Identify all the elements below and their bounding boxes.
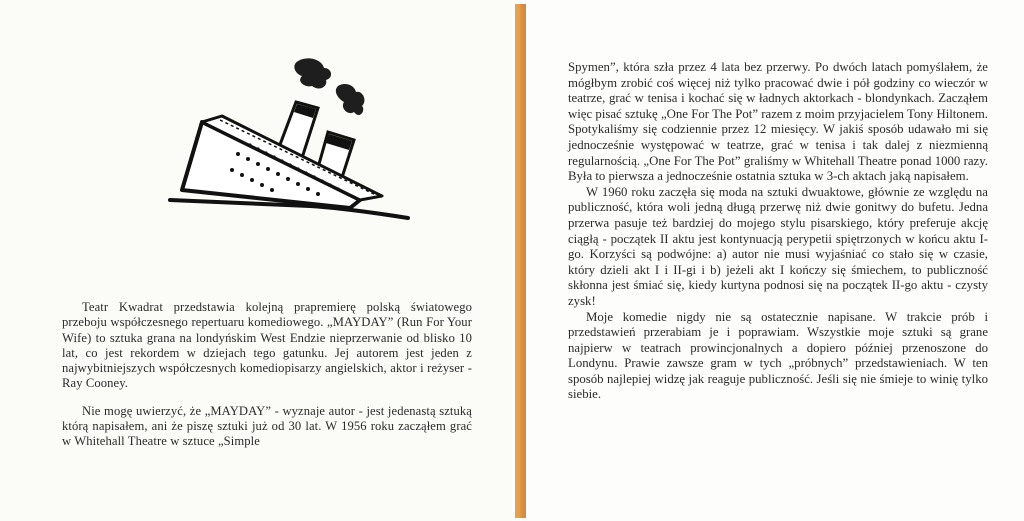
right-paragraph-2: W 1960 roku zaczęła się moda na sztuki dwuaktowe, głównie ze względu na publiczność, która woli jedną długą przerwę niż dwie gonitwy do bufetu. Jedna przerwa pasuje też bardziej do mojego stylu pisarskiego, który preferuje akcję ciągłą - początek II aktu jest kontynuacją perypetii spiętrzonych w końcu aktu I-go. Korzyści są podwójne: a) autor nie musi wyjaśniać co stało się w czasie, który dzieli akt I i II-gi i b) jeżeli akt I kończy się śmiechem, to publiczność skłonna jest śmiać się, kiedy kurtyna podnosi się na początek II-go aktu - czysty zysk! <box>568 184 988 308</box>
book-spine <box>515 4 526 518</box>
right-page-text <box>568 60 988 403</box>
left-page-text <box>62 300 472 450</box>
smoke-plume-right <box>336 84 365 115</box>
right-paragraph-3: Moje komedie nigdy nie są ostatecznie napisane. W trakcie prób i przedstawień przerabiam je i poprawiam. Wszystkie moje sztuki są grane najpierw w teatrach prowincjonalnych a dopiero później przenoszone do Londynu. Prawie zawsze gram w tych „próbnych” przedstawieniach. W ten sposób najlepiej widzę jak reaguje publiczność. Jeśli się nie śmieje to winię tylko siebie. <box>568 309 988 402</box>
left-paragraph-1: Teatr Kwadrat przedstawia kolejną prapremierę polską światowego przeboju współczesnego repertuaru komediowego. „MAYDAY” (Run For Your Wife) to sztuka grana na londyńskim West Endzie nieprzerwanie od blisko 10 lat, co jest rekordem w dziejach tego gatunku. Jej autorem jest jeden z najwybitniejszych współczesnych komediopisarzy angielskich, aktor i reżyser - Ray Cooney. <box>62 300 472 391</box>
sinking-ship-illustration <box>150 50 410 230</box>
right-paragraph-1: Spymen”, która szła przez 4 lata bez przerwy. Po dwóch latach pomyślałem, że mógłbym zrobić coś więcej niż tylko pracować dwie i pół godziny co wieczór w teatrze, grać w tenisa i kochać się w ładnych aktorkach - blondynkach. Zacząłem więc pisać sztukę „One For The Pot” razem z moim przyjacielem Tony Hiltonem. Spotykaliśmy się codziennie przez 12 miesięcy. W jakiś sposób udawało mi się jednocześnie występować w teatrze, grać w tenisa i tak dalej z niezmienną regularnością. „One For The Pot” graliśmy w Whitehall Theatre ponad 1000 razy. Była to pierwsza a jednocześnie ostatnia sztuka w 3-ch aktach jaką napisałem. <box>568 60 988 184</box>
left-paragraph-2: Nie mogę uwierzyć, że „MAYDAY” - wyznaje autor - jest jedenastą sztuką którą napisałem, ani że piszę sztuki już od 30 lat. W 1956 roku zacząłem grać w Whitehall Theatre w sztuce „Simple <box>62 403 472 449</box>
smoke-plume-left <box>294 58 331 88</box>
